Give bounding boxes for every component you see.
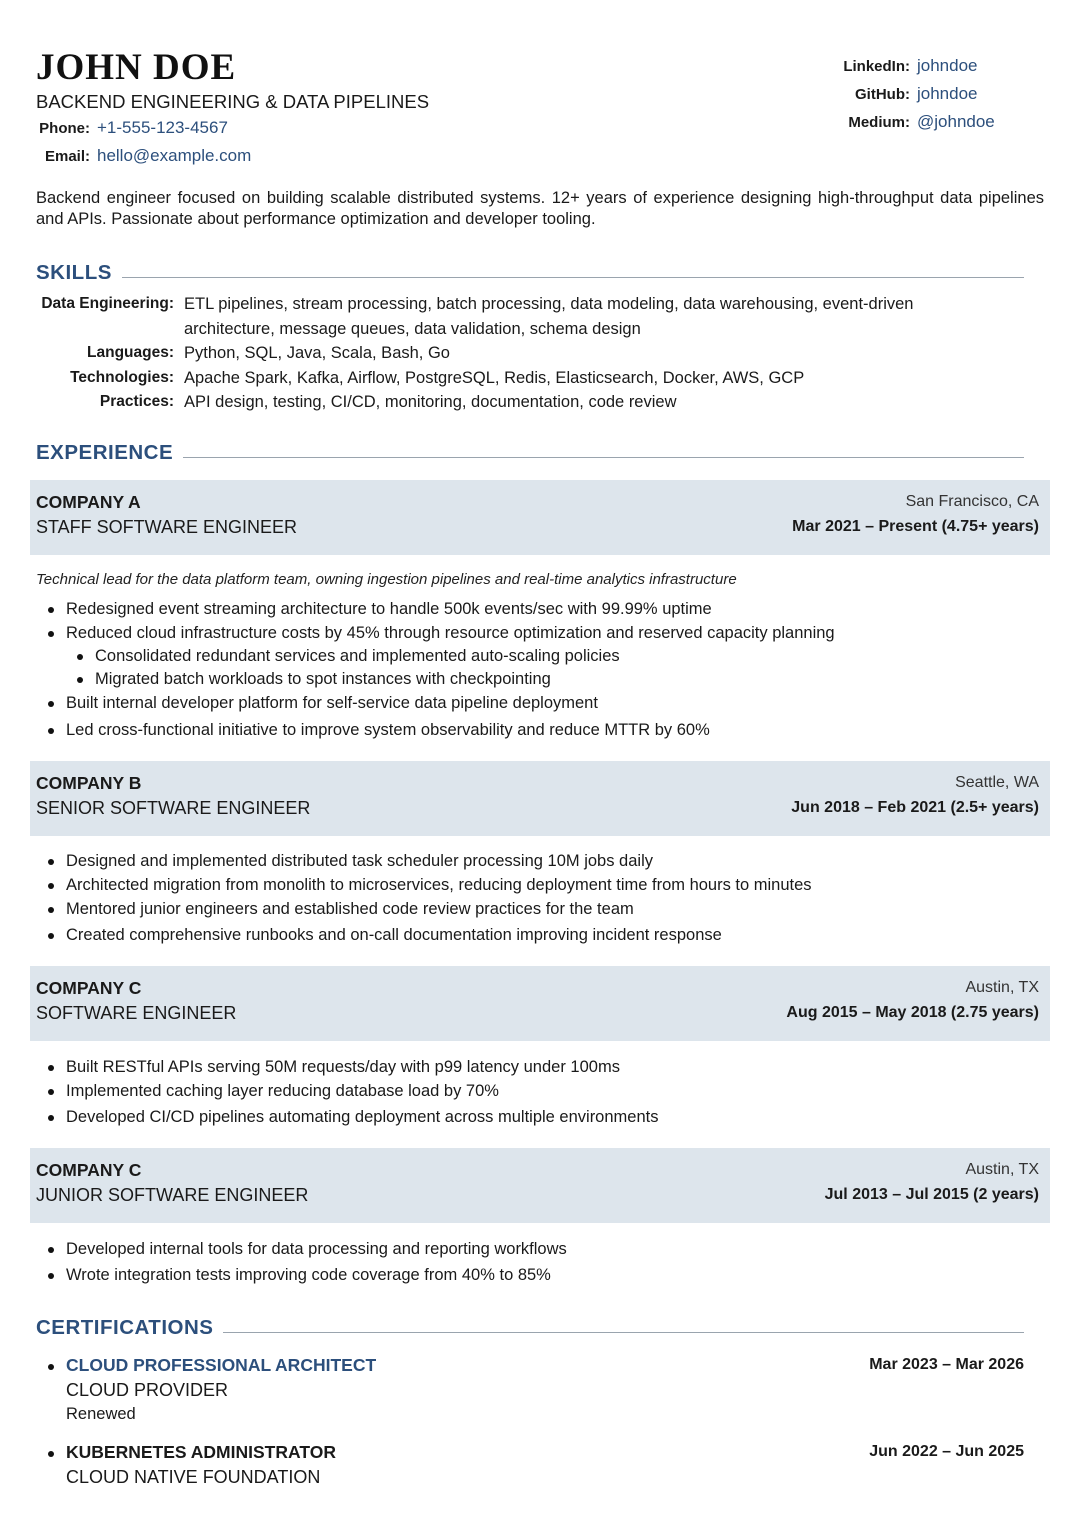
job-bullets	[36, 1055, 1044, 1129]
certifications-title: CERTIFICATIONS	[36, 1316, 214, 1339]
certification-note: Renewed	[66, 1405, 136, 1423]
linkedin-link[interactable]: johndoe	[917, 56, 978, 75]
resume-page	[36, 0, 1044, 1527]
job-role: SENIOR SOFTWARE ENGINEER	[36, 798, 311, 818]
job-description: Technical lead for the data platform team, owning ingestion pipelines and real-time analytics infrastructure	[36, 571, 737, 588]
github-link[interactable]: johndoe	[917, 84, 978, 103]
medium-link[interactable]: @johndoe	[917, 112, 995, 131]
job-location: Seattle, WA	[955, 774, 1039, 791]
list-item: Developed internal tools for data processing and reporting workflows	[36, 1237, 1044, 1261]
summary: Backend engineer focused on building scalable distributed systems. 12+ years of experience designing high-throughput data pipelines and APIs. Passionate about performance optimization and developer tooling.	[36, 189, 1044, 228]
job-dates: Mar 2021 – Present (4.75+ years)	[792, 518, 1039, 535]
list-item: Wrote integration tests improving code coverage from 40% to 85%	[36, 1263, 1044, 1287]
list-item: Created comprehensive runbooks and on-call documentation improving incident response	[36, 923, 1044, 947]
certification-issuer: CLOUD NATIVE FOUNDATION	[66, 1467, 321, 1487]
skill-category: Languages:	[87, 344, 174, 361]
headline: BACKEND ENGINEERING & DATA PIPELINES	[36, 91, 430, 112]
list-item: Developed CI/CD pipelines automating deployment across multiple environments	[36, 1105, 1044, 1129]
github-row	[824, 84, 1044, 112]
phone-link[interactable]: +1-555-123-4567	[97, 118, 228, 137]
linkedin-label: LinkedIn:	[843, 58, 910, 75]
certifications-section-header	[36, 1314, 1024, 1342]
github-label: GitHub:	[855, 86, 910, 103]
skill-category: Practices:	[99, 393, 174, 410]
email-link[interactable]: hello@example.com	[97, 146, 252, 165]
job-bullets	[36, 1237, 1044, 1287]
list-item: Migrated batch workloads to spot instances with checkpointing	[36, 668, 1044, 691]
job-header-company-c	[30, 966, 1050, 1041]
list-item: Architected migration from monolith to microservices, reducing deployment time from hours to minutes	[36, 873, 1044, 897]
job-company: COMPANY C	[36, 978, 142, 998]
skill-row	[36, 292, 1004, 341]
bullet-icon	[48, 1364, 54, 1370]
candidate-name: JOHN DOE	[36, 47, 237, 88]
job-dates: Aug 2015 – May 2018 (2.75 years)	[786, 1004, 1039, 1021]
skill-value: ETL pipelines, stream processing, batch processing, data modeling, data warehousing, event-driven architecture, message queues, data validation, schema design	[184, 295, 914, 338]
experience-title: EXPERIENCE	[36, 441, 174, 464]
list-item: Built RESTful APIs serving 50M requests/day with p99 latency under 100ms	[36, 1055, 1044, 1079]
skill-category: Technologies:	[70, 368, 174, 386]
section-divider	[183, 457, 1024, 458]
skills-title: SKILLS	[36, 261, 112, 284]
medium-label: Medium:	[848, 114, 910, 131]
skill-value: Apache Spark, Kafka, Airflow, PostgreSQL, Redis, Elasticsearch, Docker, AWS, GCP	[184, 368, 805, 387]
list-item: Implemented caching layer reducing database load by 70%	[36, 1079, 1044, 1103]
phone-row	[36, 118, 251, 146]
skills-section-header	[36, 259, 1024, 287]
certification-name: KUBERNETES ADMINISTRATOR	[66, 1442, 336, 1462]
list-item: Mentored junior engineers and established code review practices for the team	[36, 897, 1044, 921]
list-item: Led cross-functional initiative to improve system observability and reduce MTTR by 60%	[36, 718, 1044, 742]
contact-left	[36, 118, 251, 174]
certification-dates: Mar 2023 – Mar 2026	[869, 1356, 1024, 1373]
job-company: COMPANY B	[36, 773, 142, 793]
phone-label: Phone:	[39, 120, 90, 137]
job-header-company-b	[30, 761, 1050, 836]
job-company: COMPANY A	[36, 492, 141, 512]
job-role: SOFTWARE ENGINEER	[36, 1003, 237, 1023]
job-dates: Jun 2018 – Feb 2021 (2.5+ years)	[791, 799, 1039, 816]
skill-row	[36, 366, 1004, 391]
email-label: Email:	[44, 148, 90, 165]
job-bullets	[36, 597, 1044, 742]
skill-value: API design, testing, CI/CD, monitoring, documentation, code review	[184, 393, 677, 411]
job-location: Austin, TX	[965, 979, 1039, 996]
job-role: JUNIOR SOFTWARE ENGINEER	[36, 1185, 309, 1205]
skill-row	[36, 390, 1004, 415]
job-bullets	[36, 849, 1044, 947]
job-header-company-c-junior	[30, 1148, 1050, 1223]
medium-row	[824, 112, 1044, 140]
email-row	[36, 146, 251, 174]
job-dates: Jul 2013 – Jul 2015 (2 years)	[824, 1186, 1039, 1203]
experience-section-header	[36, 439, 1024, 467]
certification-item	[36, 1442, 1044, 1497]
section-divider	[122, 277, 1024, 278]
section-divider	[223, 1332, 1024, 1333]
job-company: COMPANY C	[36, 1160, 142, 1180]
list-item: Built internal developer platform for self-service data pipeline deployment	[36, 691, 1044, 715]
skills-list	[36, 292, 1004, 415]
skill-value: Python, SQL, Java, Scala, Bash, Go	[184, 344, 450, 362]
certification-item	[36, 1355, 1044, 1430]
list-item: Consolidated redundant services and implemented auto-scaling policies	[36, 645, 1044, 668]
linkedin-row	[824, 56, 1044, 84]
list-item: Designed and implemented distributed task scheduler processing 10M jobs daily	[36, 849, 1044, 873]
list-item: Redesigned event streaming architecture to handle 500k events/sec with 99.99% uptime	[36, 597, 1044, 621]
contact-right	[824, 56, 1044, 140]
bullet-icon	[48, 1451, 54, 1457]
job-header-company-a	[30, 480, 1050, 555]
job-location: San Francisco, CA	[905, 493, 1039, 510]
certification-issuer: CLOUD PROVIDER	[66, 1380, 229, 1400]
skill-row	[36, 341, 1004, 366]
certification-dates: Jun 2022 – Jun 2025	[869, 1443, 1024, 1460]
skill-category: Data Engineering:	[41, 295, 174, 312]
job-location: Austin, TX	[965, 1161, 1039, 1178]
certification-name-link[interactable]: CLOUD PROFESSIONAL ARCHITECT	[66, 1355, 377, 1375]
list-item: Reduced cloud infrastructure costs by 45% through resource optimization and reserved capacity planning	[36, 621, 1044, 645]
job-role: STAFF SOFTWARE ENGINEER	[36, 517, 298, 537]
